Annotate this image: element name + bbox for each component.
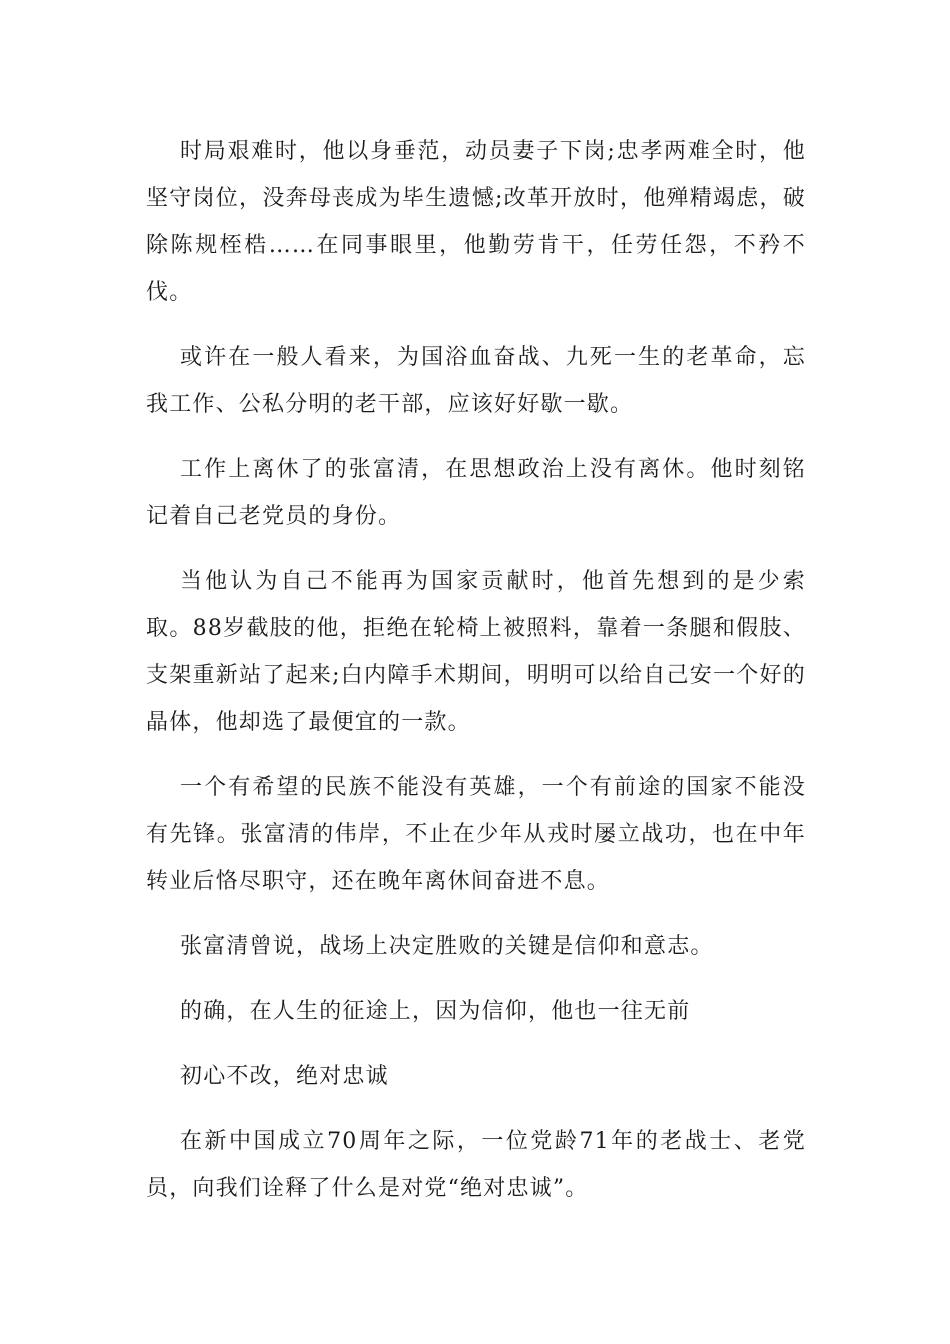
paragraph-3: 工作上离休了的张富清，在思想政治上没有离休。他时刻铭记着自己老党员的身份。 bbox=[146, 457, 806, 529]
paragraph-6: 张富清曾说，战场上决定胜败的关键是信仰和意志。 bbox=[180, 934, 714, 959]
section-heading: 初心不改，绝对忠诚 bbox=[180, 1064, 389, 1089]
paragraph-2: 或许在一般人看来，为国浴血奋战、九死一生的老革命，忘我工作、公私分明的老干部，应该好好歇一歇。 bbox=[146, 345, 806, 417]
paragraph-4: 当他认为自己不能再为国家贡献时，他首先想到的是少索取。88岁截肢的他，拒绝在轮椅上被照料，靠着一条腿和假肢、支架重新站了起来;白内障手术期间，明明可以给自己安一个好的晶体，他却选了最便宜的一款。 bbox=[146, 569, 806, 735]
paragraph-1: 时局艰难时，他以身垂范，动员妻子下岗;忠孝两难全时，他坚守岗位，没奔母丧成为毕生遗憾;改革开放时，他殚精竭虑，破除陈规桎梏……在同事眼里，他勤劳肯干，任劳任怨，不矜不伐。 bbox=[146, 139, 806, 305]
paragraph-5: 一个有希望的民族不能没有英雄，一个有前途的国家不能没有先锋。张富清的伟岸，不止在少年从戎时屡立战功，也在中年转业后恪尽职守，还在晚年离休间奋进不息。 bbox=[146, 775, 806, 894]
paragraph-9: 在新中国成立70周年之际，一位党龄71年的老战士、老党员，向我们诠释了什么是对党“绝对忠诚”。 bbox=[146, 1129, 806, 1201]
paragraph-7: 的确，在人生的征途上，因为信仰，他也一往无前 bbox=[180, 999, 691, 1024]
document-body bbox=[146, 128, 806, 1230]
